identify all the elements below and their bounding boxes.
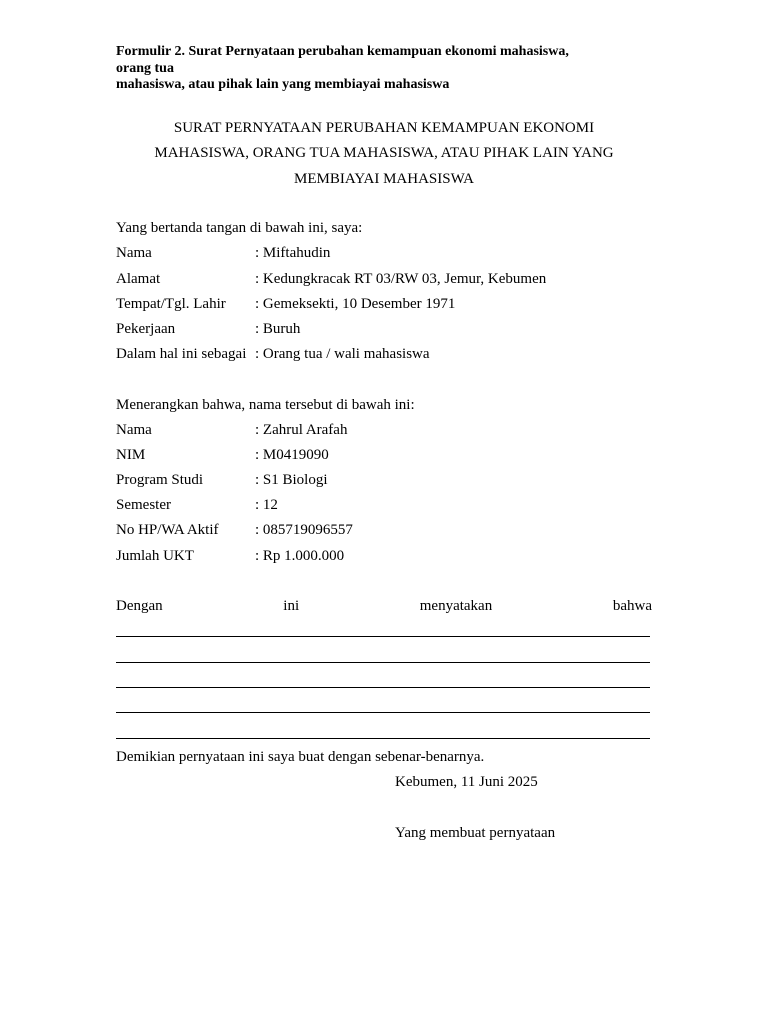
field-value: : 085719096557 (255, 522, 353, 538)
field-label: Alamat (116, 271, 161, 287)
field-value: : M0419090 (255, 447, 329, 463)
field-label: NIM (116, 447, 146, 463)
field-label: Semester (116, 497, 171, 513)
statement-word: bahwa (612, 598, 652, 614)
title-line-3: MEMBIAYAI MAHASISWA (294, 170, 474, 187)
blank-line (116, 738, 650, 739)
document-title (116, 116, 652, 192)
field-value: : Gemeksekti, 10 Desember 1971 (255, 296, 456, 312)
field-value: : Zahrul Arafah (255, 422, 348, 438)
closing-text: Demikian pernyataan ini saya buat dengan sebenar-benarnya. (116, 749, 485, 765)
place-date: Kebumen, 11 Juni 2025 (395, 774, 538, 790)
field-label: No HP/WA Aktif (116, 522, 219, 538)
field-value: : Orang tua / wali mahasiswa (255, 346, 430, 362)
field-value: : S1 Biologi (255, 472, 328, 488)
field-value: : Rp 1.000.000 (255, 548, 345, 564)
form-heading (116, 44, 636, 94)
statement-word: Dengan (116, 598, 163, 614)
blank-line (116, 712, 650, 713)
explain-text: Menerangkan bahwa, nama tersebut di bawah ini: (116, 397, 415, 413)
field-label: Nama (116, 245, 152, 261)
statement-word: menyatakan (419, 598, 493, 614)
field-label: Jumlah UKT (116, 548, 194, 564)
statement-word: ini (283, 598, 300, 614)
field-value: : Kedungkracak RT 03/RW 03, Jemur, Kebumen (255, 271, 547, 287)
field-value: : Buruh (255, 321, 301, 337)
field-value: : 12 (255, 497, 278, 513)
field-label: Nama (116, 422, 152, 438)
field-label: Dalam hal ini sebagai (116, 346, 247, 362)
blank-line (116, 636, 650, 637)
field-label: Tempat/Tgl. Lahir (116, 296, 226, 312)
form-heading-line-1: Formulir 2. Surat Pernyataan perubahan kemampuan ekonomi mahasiswa, (116, 44, 569, 59)
statement-line (116, 596, 652, 616)
blank-line (116, 687, 650, 688)
form-heading-line-3: mahasiswa, atau pihak lain yang membiayai mahasiswa (116, 77, 450, 92)
title-line-1: SURAT PERNYATAAN PERUBAHAN KEMAMPUAN EKONOMI (173, 120, 595, 136)
intro-text: Yang bertanda tangan di bawah ini, saya: (116, 220, 363, 236)
field-label: Pekerjaan (116, 321, 176, 337)
signature-label: Yang membuat pernyataan (395, 825, 556, 841)
field-value: : Miftahudin (255, 245, 331, 261)
field-label: Program Studi (116, 472, 204, 488)
title-line-2: MAHASISWA, ORANG TUA MAHASISWA, ATAU PIHAK LAIN YANG (154, 145, 614, 162)
blank-line (116, 662, 650, 663)
form-heading-line-2: orang tua (116, 60, 174, 76)
